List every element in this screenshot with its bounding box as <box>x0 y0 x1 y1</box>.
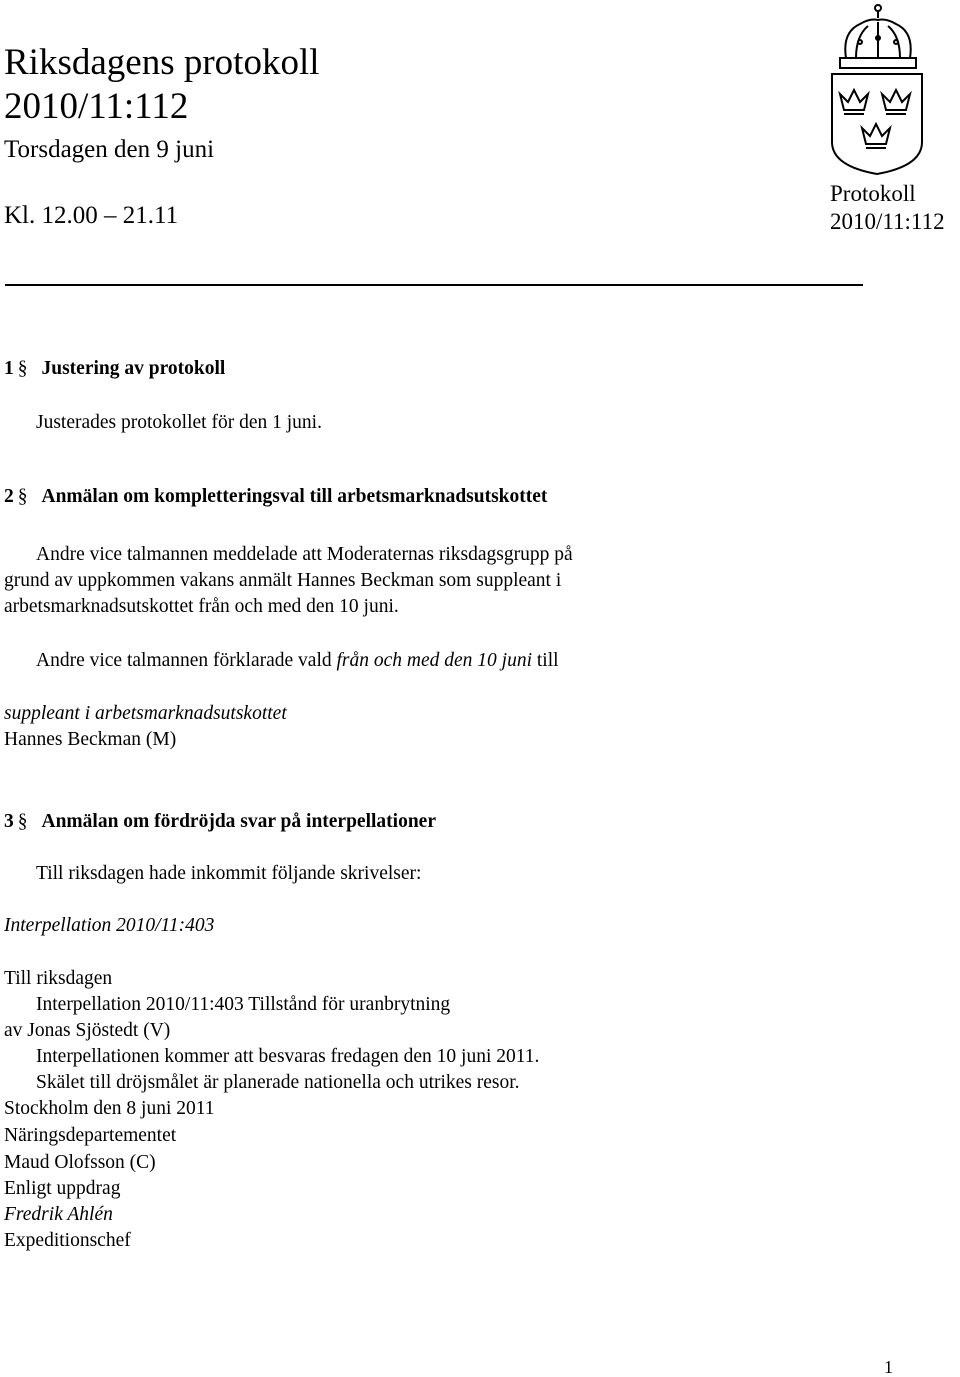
section-2-number: 2 <box>4 486 14 507</box>
protocol-label: Protokoll <box>830 181 916 206</box>
section-1-text: Justerades protokollet för den 1 juni. <box>36 412 322 433</box>
section-3-number: 3 <box>4 811 14 832</box>
page-number: 1 <box>884 1357 893 1377</box>
letter-mandate: Enligt uppdrag <box>4 1178 121 1199</box>
section-2-heading <box>4 486 547 508</box>
section-symbol: § <box>17 811 28 832</box>
letter-signatory: Fredrik Ahlén <box>4 1204 113 1225</box>
protocol-number: 2010/11:112 <box>4 86 189 127</box>
letter-answer: Interpellationen kommer att besvaras fredagen den 10 juni 2011. <box>36 1046 540 1067</box>
section-2-para2-prefix: Andre vice talmannen förklarade vald <box>36 650 337 671</box>
section-2-person: Hannes Beckman (M) <box>4 729 177 750</box>
letter-department: Näringsdepartementet <box>4 1125 177 1146</box>
letter-subject: Interpellation 2010/11:403 Tillstånd för uranbrytning <box>36 994 451 1015</box>
header-divider <box>5 284 863 286</box>
meeting-date: Torsdagen den 9 juni <box>4 136 215 163</box>
section-1-heading <box>4 358 225 380</box>
letter-signatory-title: Expeditionschef <box>4 1230 131 1251</box>
section-2-para2 <box>36 650 559 672</box>
section-symbol: § <box>17 486 28 507</box>
swedish-three-crowns-emblem-icon <box>826 2 926 176</box>
section-2-para2-suffix: till <box>532 650 559 671</box>
section-3-title: Anmälan om fördröjda svar på interpellationer <box>41 811 436 832</box>
section-3-heading <box>4 811 436 833</box>
section-2-title: Anmälan om kompletteringsval till arbetsmarknadsutskottet <box>41 486 548 507</box>
section-3-text: Till riksdagen hade inkommit följande skrivelser: <box>36 863 422 884</box>
document-title: Riksdagens protokoll <box>4 42 320 83</box>
letter-place-date: Stockholm den 8 juni 2011 <box>4 1098 215 1119</box>
letter-to: Till riksdagen <box>4 968 113 989</box>
section-1-title: Justering av protokoll <box>41 358 226 379</box>
section-1-number: 1 <box>4 358 14 379</box>
interpellation-title: Interpellation 2010/11:403 <box>4 915 215 936</box>
letter-author: av Jonas Sjöstedt (V) <box>4 1020 171 1041</box>
section-2-para1-line2: grund av uppkommen vakans anmält Hannes Beckman som suppleant i <box>4 570 562 591</box>
letter-reason: Skälet till dröjsmålet är planerade nationella och utrikes resor. <box>36 1072 520 1093</box>
protocol-number-right: 2010/11:112 <box>830 209 945 234</box>
section-2-para1-line3: arbetsmarknadsutskottet från och med den 10 juni. <box>4 596 399 617</box>
letter-minister: Maud Olofsson (C) <box>4 1152 156 1173</box>
section-symbol: § <box>17 358 28 379</box>
section-2-role: suppleant i arbetsmarknadsutskottet <box>4 703 287 724</box>
section-2-para1-line1: Andre vice talmannen meddelade att Moderaternas riksdagsgrupp på <box>36 544 573 565</box>
meeting-time: Kl. 12.00 – 21.11 <box>4 202 179 229</box>
section-2-para2-italic: från och med den 10 juni <box>336 650 533 671</box>
